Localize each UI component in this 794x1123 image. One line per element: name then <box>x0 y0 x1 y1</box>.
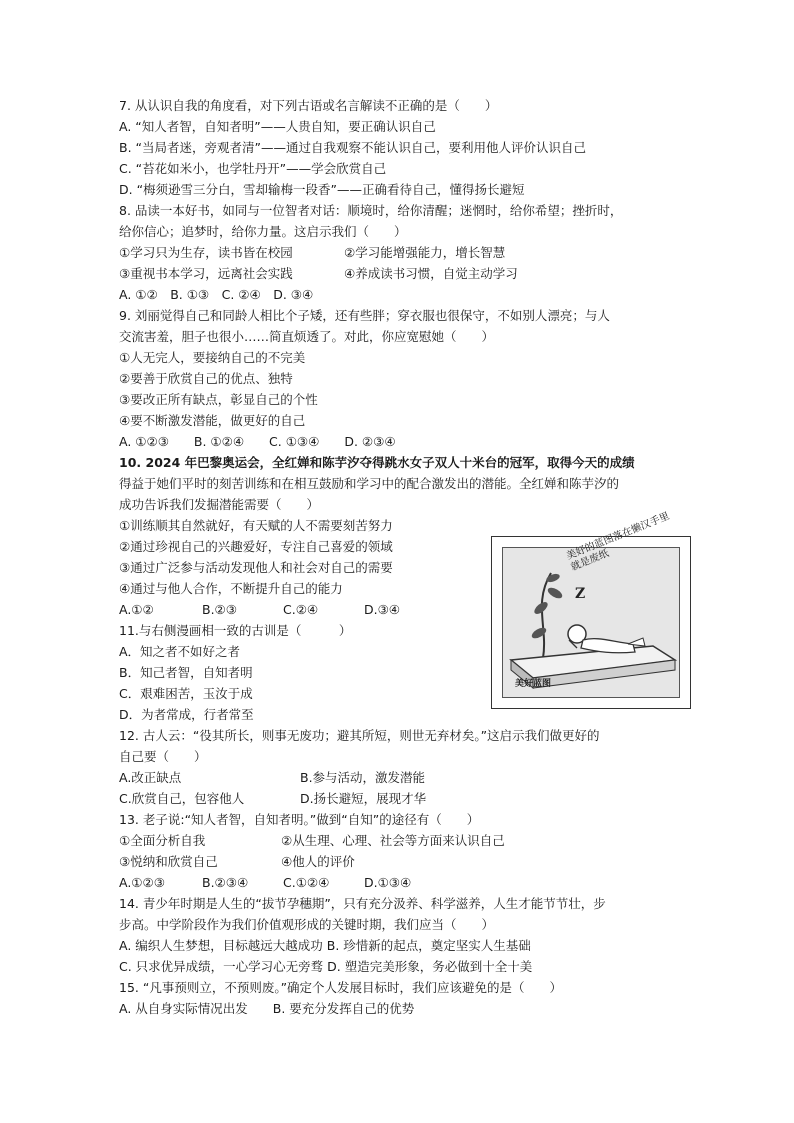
q10-stem-line3: 成功告诉我们发掘潜能需要（ ） <box>119 497 320 512</box>
q10-stem-line1: 10. 2024 年巴黎奥运会，全红婵和陈芋汐夺得跳水女子双人十米台的冠军，取得今天的成绩 <box>119 455 635 470</box>
q7-option-d: D. “梅须逊雪三分白，雪却输梅一段香”——正确看待自己，懂得扬长避短 <box>119 182 525 197</box>
q12-option-a: A.改正缺点 <box>119 770 182 785</box>
q14-stem-line1: 14. 青少年时期是人生的“拔节孕穗期”，只有充分汲养、科学滋养，人生才能节节壮，步 <box>119 896 606 911</box>
q9-item-3: ③要改正所有缺点，彰显自己的个性 <box>119 392 318 407</box>
cartoon-figure <box>491 510 691 709</box>
q13-choice-d: D.①③④ <box>364 875 412 890</box>
q9-item-1: ①人无完人，要接纳自己的不完美 <box>119 350 306 365</box>
q9-stem-line2: 交流害羞，胆子也很小……简直烦透了。对此，你应宽慰她（ ） <box>119 329 495 344</box>
q15-stem: 15. “凡事预则立，不预则废。”确定个人发展目标时，我们应该避免的是（ ） <box>119 980 563 995</box>
q10-choice-d: D.③④ <box>364 602 401 617</box>
q14-options-ab: A. 编织人生梦想，目标越远大越成功 B. 珍惜新的起点，奠定坚实人生基础 <box>119 938 531 953</box>
q13-item-1: ①全面分析自我 <box>119 833 206 848</box>
q8-item-3: ③重视书本学习，远离社会实践 <box>119 266 293 281</box>
q10-item-1: ①训练顺其自然就好，有天赋的人不需要刻苦努力 <box>119 518 393 533</box>
q13-item-2: ②从生理、心理、社会等方面来认识自己 <box>281 833 505 848</box>
q8-choices: A. ①② B. ①③ C. ②④ D. ③④ <box>119 287 314 302</box>
q10-item-2: ②通过珍视自己的兴趣爱好，专注自己喜爱的领域 <box>119 539 393 554</box>
q11-option-b: B．知己者智，自知者明 <box>119 665 253 680</box>
q9-item-4: ④要不断激发潜能，做更好的自己 <box>119 413 306 428</box>
q8-stem-line1: 8. 品读一本好书，如同与一位智者对话：顺境时，给你清醒；迷惘时，给你希望；挫折时， <box>119 203 623 218</box>
q7-option-c: C. “苔花如米小，也学牡丹开”——学会欣赏自己 <box>119 161 387 176</box>
cartoon-caption: 美好的蓝图落在懒汉手里就是废纸 <box>565 510 672 574</box>
q13-item-4: ④他人的评价 <box>281 854 355 869</box>
q10-item-4: ④通过与他人合作，不断提升自己的能力 <box>119 581 343 596</box>
q12-option-b: B.参与活动，激发潜能 <box>300 770 426 785</box>
q12-stem-line1: 12. 古人云：“役其所长，则事无废功；避其所短，则世无弃材矣。”这启示我们做更好的 <box>119 728 600 743</box>
q11-stem: 11.与右侧漫画相一致的古训是（ ） <box>119 623 352 638</box>
q13-choice-a: A.①②③ <box>119 875 165 890</box>
cartoon-book-label: 美好蓝图 <box>515 679 552 689</box>
q12-option-c: C.欣赏自己，包容他人 <box>119 791 245 806</box>
q7-option-a: A. “知人者智，自知者明”——人贵自知，要正确认识自己 <box>119 119 436 134</box>
q10-choice-c: C.②④ <box>283 602 319 617</box>
q11-option-a: A．知之者不如好之者 <box>119 644 241 659</box>
q12-stem-line2: 自己要（ ） <box>119 749 207 764</box>
q8-item-1: ①学习只为生存，读书皆在校园 <box>119 245 293 260</box>
cartoon-illustration <box>502 510 680 698</box>
q10-stem-line2: 得益于她们平时的刻苦训练和在相互鼓励和学习中的配合激发出的潜能。全红婵和陈芋汐的 <box>119 476 620 491</box>
q13-stem: 13. 老子说:“知人者智，自知者明。”做到“自知”的途径有（ ） <box>119 812 480 827</box>
q10-choice-b: B.②③ <box>202 602 237 617</box>
q14-options-cd: C. 只求优异成绩，一心学习心无旁骛 D. 塑造完美形象，务必做到十全十美 <box>119 959 533 974</box>
q9-choices: A. ①②③ B. ①②④ C. ①③④ D. ②③④ <box>119 434 396 449</box>
q9-item-2: ②要善于欣赏自己的优点、独特 <box>119 371 293 386</box>
q8-item-4: ④养成读书习惯，自觉主动学习 <box>344 266 518 281</box>
cartoon-zzz: Z <box>575 586 586 602</box>
q10-item-3: ③通过广泛参与活动发现他人和社会对自己的需要 <box>119 560 393 575</box>
q8-item-2: ②学习能增强能力，增长智慧 <box>344 245 506 260</box>
q11-option-c: C．艰难困苦，玉汝于成 <box>119 686 253 701</box>
q8-stem-line2: 给你信心；追梦时，给你力量。这启示我们（ ） <box>119 224 407 239</box>
cartoon-drawing <box>503 548 679 697</box>
q10-choice-a: A.①② <box>119 602 154 617</box>
q9-stem-line1: 9. 刘丽觉得自己和同龄人相比个子矮，还有些胖；穿衣服也很保守，不如别人漂亮；与人 <box>119 308 610 323</box>
q7-option-b: B. “当局者迷，旁观者清”——通过自我观察不能认识自己，要利用他人评价认识自己 <box>119 140 586 155</box>
q15-options-ab: A. 从自身实际情况出发 B. 要充分发挥自己的优势 <box>119 1001 415 1016</box>
q13-choice-c: C.①②④ <box>283 875 330 890</box>
q13-item-3: ③悦纳和欣赏自己 <box>119 854 218 869</box>
q11-option-d: D．为者常成，行者常至 <box>119 707 254 722</box>
q13-choice-b: B.②③④ <box>202 875 249 890</box>
q12-option-d: D.扬长避短，展现才华 <box>300 791 427 806</box>
q7-stem: 7. 从认识自我的角度看，对下列古语或名言解读不正确的是（ ） <box>119 98 498 113</box>
q14-stem-line2: 步高。中学阶段作为我们价值观形成的关键时期，我们应当（ ） <box>119 917 495 932</box>
